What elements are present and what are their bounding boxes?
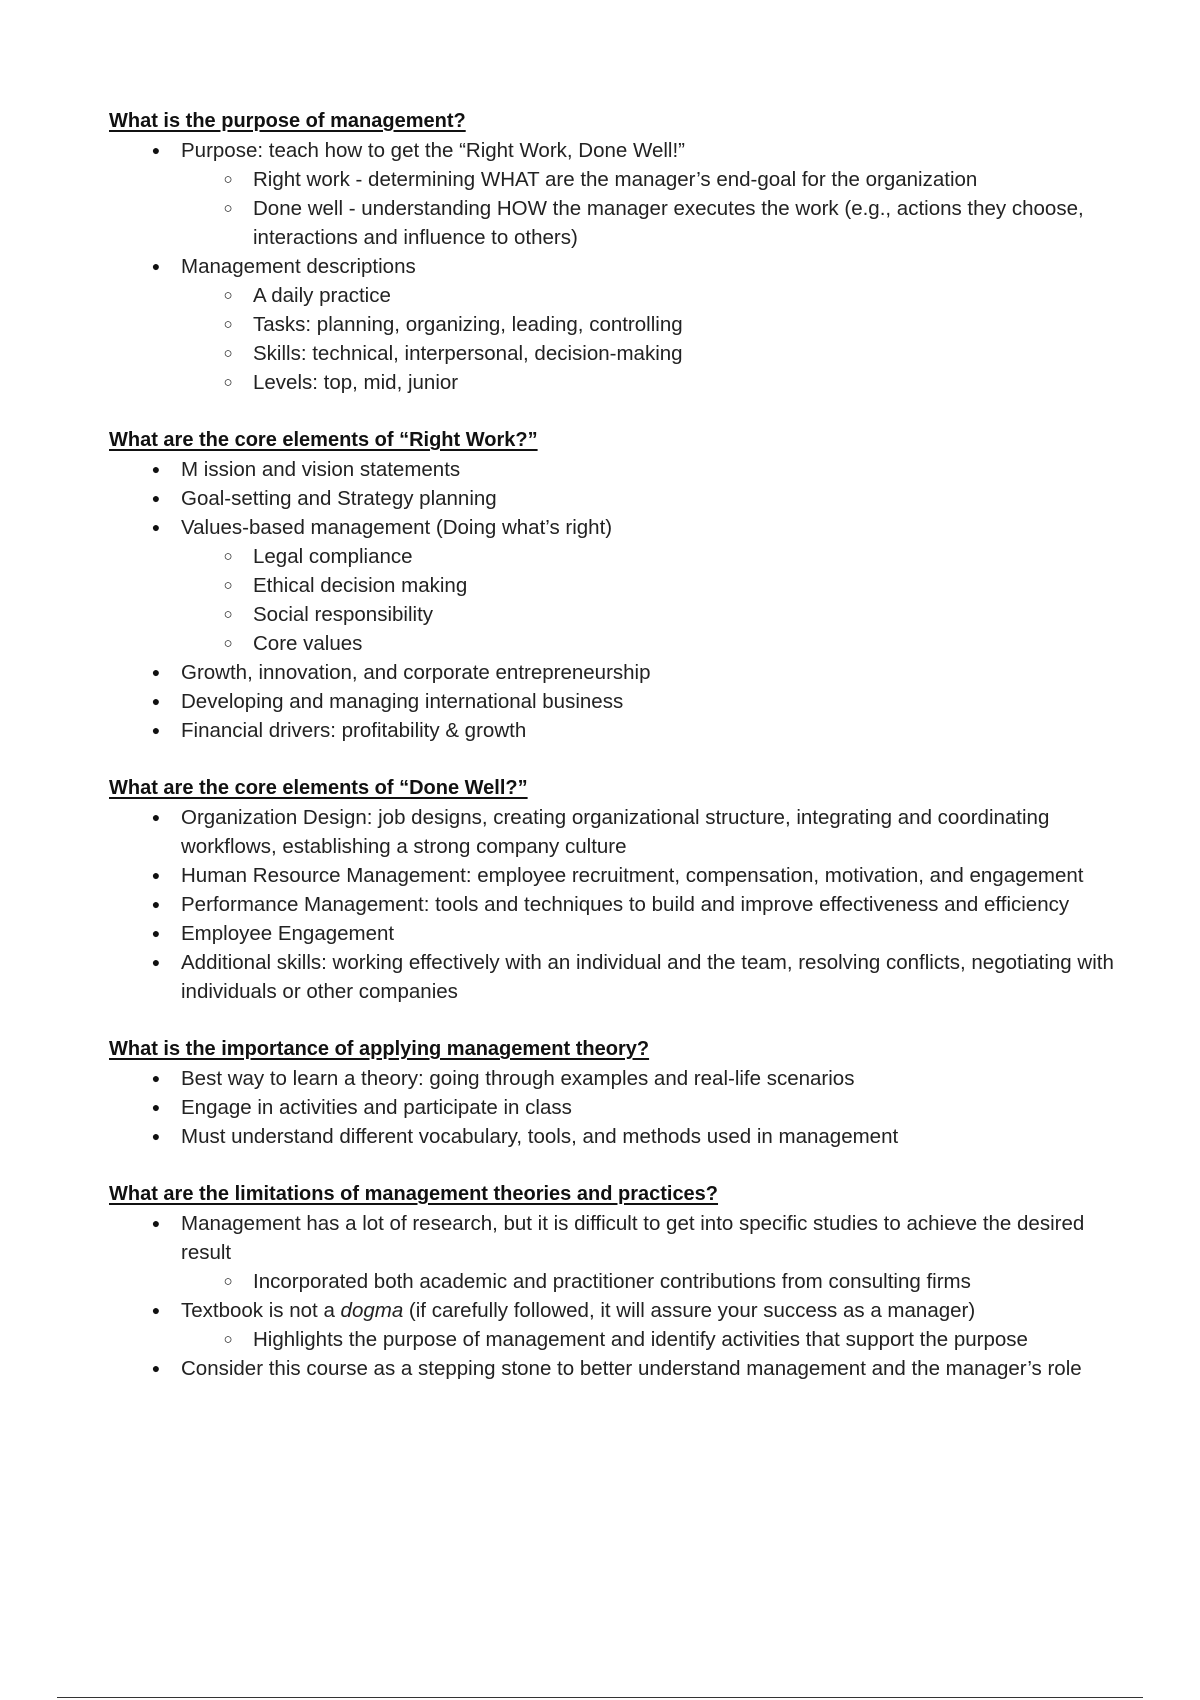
list-item <box>109 716 1129 745</box>
list-item <box>109 1122 1129 1151</box>
bullet-icon: ● <box>151 867 161 883</box>
bullet-icon: ● <box>151 809 161 825</box>
bullet-list <box>109 1064 1129 1151</box>
list-item <box>109 919 1129 948</box>
sub-item-text: A daily practice <box>253 284 391 307</box>
list-item <box>109 687 1129 716</box>
bullet-icon: ● <box>151 1070 161 1086</box>
list-item <box>109 1064 1129 1093</box>
sub-list <box>181 1325 1129 1354</box>
sub-list <box>181 1267 1129 1296</box>
list-item-text: Must understand different vocabulary, tools, and methods used in management <box>181 1125 899 1148</box>
sub-item-text: Skills: technical, interpersonal, decision-making <box>253 342 683 365</box>
list-item <box>109 136 1129 252</box>
circle-bullet-icon: ○ <box>223 548 233 565</box>
sub-list-item <box>181 1325 1129 1354</box>
section-heading: What is the importance of applying management theory? <box>109 1038 650 1060</box>
circle-bullet-icon: ○ <box>223 171 233 188</box>
text-after: (if carefully followed, it will assure your success as a manager) <box>403 1299 976 1322</box>
list-item-text: Human Resource Management: employee recruitment, compensation, motivation, and engagement <box>181 864 1084 887</box>
list-item-text: Consider this course as a stepping stone to better understand management and the manager’s role <box>181 1357 1082 1380</box>
sub-list-item <box>181 281 1129 310</box>
list-item <box>109 890 1129 919</box>
circle-bullet-icon: ○ <box>223 287 233 304</box>
bullet-icon: ● <box>151 693 161 709</box>
list-item-text: Management has a lot of research, but it is difficult to get into specific studies to achieve the desired result <box>181 1212 1085 1264</box>
sub-list-item <box>181 310 1129 339</box>
sub-list-item <box>181 571 1129 600</box>
circle-bullet-icon: ○ <box>223 577 233 594</box>
list-item <box>109 455 1129 484</box>
list-item-text: Organization Design: job designs, creating organizational structure, integrating and coordinating workflows, establishing a strong company culture <box>181 806 1050 858</box>
bullet-icon: ● <box>151 1099 161 1115</box>
emphasis-text: dogma <box>340 1299 404 1322</box>
circle-bullet-icon: ○ <box>223 200 233 217</box>
circle-bullet-icon: ○ <box>223 374 233 391</box>
sub-item-text: Social responsibility <box>253 603 434 626</box>
document-body <box>109 107 1129 1412</box>
sub-list-item <box>181 339 1129 368</box>
bullet-icon: ● <box>151 142 161 158</box>
sub-item-text: Incorporated both academic and practitioner contributions from consulting firms <box>253 1270 971 1293</box>
circle-bullet-icon: ○ <box>223 345 233 362</box>
list-item <box>109 1354 1129 1383</box>
list-item <box>109 484 1129 513</box>
footer-divider <box>57 1697 1143 1698</box>
bullet-list <box>109 455 1129 745</box>
text-before: Textbook is not a <box>181 1299 341 1322</box>
bullet-icon: ● <box>151 954 161 970</box>
list-item-text: Goal-setting and Strategy planning <box>181 487 497 510</box>
sub-item-text: Core values <box>253 632 363 655</box>
circle-bullet-icon: ○ <box>223 635 233 652</box>
sub-list-item <box>181 165 1129 194</box>
bullet-list <box>109 1209 1129 1383</box>
sub-list <box>181 281 1129 397</box>
bullet-icon: ● <box>151 1360 161 1376</box>
list-item <box>109 948 1129 1006</box>
list-item-text: M ission and vision statements <box>181 458 461 481</box>
bullet-icon: ● <box>151 925 161 941</box>
sub-list-item <box>181 194 1129 252</box>
circle-bullet-icon: ○ <box>223 606 233 623</box>
list-item <box>109 1296 1129 1354</box>
list-item-text: Growth, innovation, and corporate entrepreneurship <box>181 661 651 684</box>
list-item-text: Financial drivers: profitability & growth <box>181 719 527 742</box>
sub-list-item <box>181 629 1129 658</box>
bullet-list <box>109 803 1129 1006</box>
section-heading: What are the core elements of “Done Well?” <box>109 777 528 799</box>
bullet-icon: ● <box>151 896 161 912</box>
sub-list-item <box>181 600 1129 629</box>
sub-item-text: Done well - understanding HOW the manager executes the work (e.g., actions they choose, interactions and influence to others) <box>253 197 1084 249</box>
bullet-icon: ● <box>151 722 161 738</box>
sub-list-item <box>181 542 1129 571</box>
list-item <box>109 1209 1129 1296</box>
circle-bullet-icon: ○ <box>223 316 233 333</box>
list-item-text: Performance Management: tools and techniques to build and improve effectiveness and efficiency <box>181 893 1070 916</box>
list-item-text: Developing and managing international business <box>181 690 624 713</box>
section-heading: What are the limitations of management theories and practices? <box>109 1183 719 1205</box>
bullet-icon: ● <box>151 490 161 506</box>
section-done-well <box>109 774 1129 1006</box>
section-purpose <box>109 107 1129 397</box>
list-item-text: Engage in activities and participate in class <box>181 1096 572 1119</box>
sub-item-text: Tasks: planning, organizing, leading, controlling <box>253 313 683 336</box>
bullet-icon: ● <box>151 1302 161 1318</box>
section-right-work <box>109 426 1129 745</box>
sub-item-text: Legal compliance <box>253 545 413 568</box>
sub-item-text: Right work - determining WHAT are the manager’s end-goal for the organization <box>253 168 978 191</box>
list-item-text: Best way to learn a theory: going through examples and real-life scenarios <box>181 1067 855 1090</box>
bullet-icon: ● <box>151 1128 161 1144</box>
list-item-text <box>181 1299 975 1322</box>
bullet-list <box>109 136 1129 397</box>
sub-item-text: Levels: top, mid, junior <box>253 371 459 394</box>
bullet-icon: ● <box>151 258 161 274</box>
list-item-text: Employee Engagement <box>181 922 395 945</box>
circle-bullet-icon: ○ <box>223 1331 233 1348</box>
section-limitations <box>109 1180 1129 1383</box>
sub-list <box>181 542 1129 658</box>
bullet-icon: ● <box>151 1215 161 1231</box>
sub-list <box>181 165 1129 252</box>
list-item <box>109 1093 1129 1122</box>
list-item-text: Values-based management (Doing what’s right) <box>181 516 613 539</box>
list-item <box>109 658 1129 687</box>
list-item-text: Additional skills: working effectively with an individual and the team, resolving conflicts, negotiating with individuals or other companies <box>181 951 1114 1003</box>
list-item-text: Purpose: teach how to get the “Right Work, Done Well!” <box>181 139 686 162</box>
bullet-icon: ● <box>151 461 161 477</box>
section-heading: What are the core elements of “Right Work?” <box>109 429 538 451</box>
bullet-icon: ● <box>151 664 161 680</box>
sub-list-item <box>181 1267 1129 1296</box>
list-item <box>109 861 1129 890</box>
sub-item-text: Ethical decision making <box>253 574 468 597</box>
bullet-icon: ● <box>151 519 161 535</box>
list-item <box>109 513 1129 658</box>
list-item <box>109 252 1129 397</box>
sub-item-text: Highlights the purpose of management and identify activities that support the purpose <box>253 1328 1028 1351</box>
section-importance <box>109 1035 1129 1151</box>
section-heading: What is the purpose of management? <box>109 110 466 132</box>
list-item <box>109 803 1129 861</box>
sub-list-item <box>181 368 1129 397</box>
circle-bullet-icon: ○ <box>223 1273 233 1290</box>
list-item-text: Management descriptions <box>181 255 416 278</box>
